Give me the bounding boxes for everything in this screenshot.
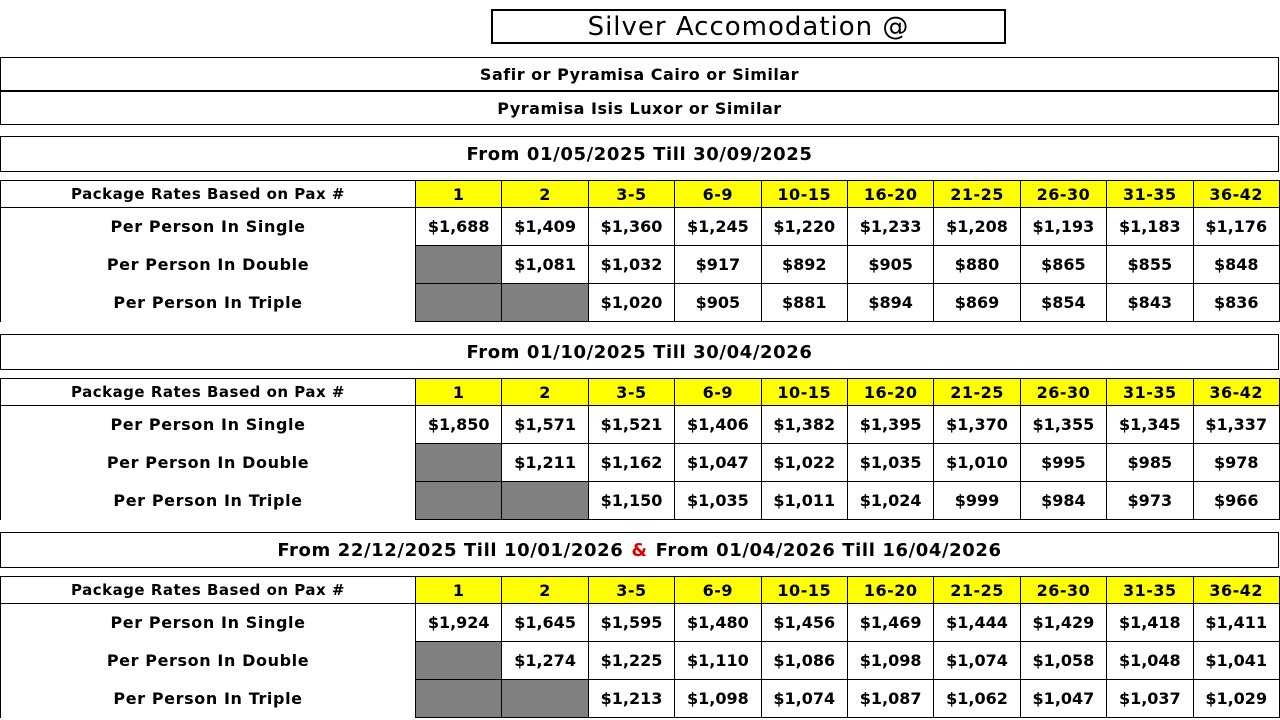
table-header-row xyxy=(1,577,1280,604)
table-header-row xyxy=(1,379,1280,406)
rate-row-triple xyxy=(1,482,1280,520)
rate-row-single xyxy=(1,208,1280,246)
unavailable-cell xyxy=(502,482,588,520)
rate-cell: $1,162 xyxy=(588,444,674,482)
rate-cell: $1,360 xyxy=(588,208,674,246)
rate-cell: $1,409 xyxy=(502,208,588,246)
period-dates: From 01/10/2025 Till 30/04/2026 xyxy=(466,341,813,363)
pax-group-header: 16-20 xyxy=(847,379,933,406)
rate-cell: $1,010 xyxy=(934,444,1020,482)
hotel-cairo: Safir or Pyramisa Cairo or Similar xyxy=(0,57,1279,91)
pax-group-header: 10-15 xyxy=(761,181,847,208)
rate-cell: $905 xyxy=(847,246,933,284)
pax-group-header: 31-35 xyxy=(1107,577,1193,604)
rate-cell: $978 xyxy=(1193,444,1279,482)
rate-cell: $1,444 xyxy=(934,604,1020,642)
rate-cell: $1,406 xyxy=(675,406,761,444)
rate-cell: $1,058 xyxy=(1020,642,1106,680)
page-title: Silver Accomodation @ xyxy=(491,9,1006,44)
unavailable-cell xyxy=(416,642,502,680)
rate-cell: $1,098 xyxy=(847,642,933,680)
period-dates-second: From 01/04/2026 Till 16/04/2026 xyxy=(655,539,1002,561)
pax-group-header: 10-15 xyxy=(761,577,847,604)
rate-cell: $1,087 xyxy=(847,680,933,718)
rate-cell: $1,193 xyxy=(1020,208,1106,246)
rate-cell: $1,245 xyxy=(675,208,761,246)
rate-row-single xyxy=(1,604,1280,642)
rate-cell: $1,086 xyxy=(761,642,847,680)
pax-group-header: 6-9 xyxy=(675,577,761,604)
pax-group-header: 26-30 xyxy=(1020,577,1106,604)
rate-table xyxy=(0,576,1280,718)
pax-group-header: 21-25 xyxy=(934,379,1020,406)
pax-group-header: 6-9 xyxy=(675,379,761,406)
rate-cell: $1,047 xyxy=(1020,680,1106,718)
rate-cell: $1,521 xyxy=(588,406,674,444)
row-label: Per Person In Double xyxy=(1,246,416,284)
rate-row-double xyxy=(1,642,1280,680)
pax-group-header: 26-30 xyxy=(1020,181,1106,208)
rate-cell: $1,035 xyxy=(847,444,933,482)
rate-cell: $1,183 xyxy=(1107,208,1193,246)
rate-cell: $1,024 xyxy=(847,482,933,520)
rate-cell: $1,032 xyxy=(588,246,674,284)
row-label: Per Person In Single xyxy=(1,406,416,444)
period-title xyxy=(0,136,1279,172)
pax-group-header: 21-25 xyxy=(934,181,1020,208)
unavailable-cell xyxy=(416,444,502,482)
rate-cell: $865 xyxy=(1020,246,1106,284)
pax-group-header: 36-42 xyxy=(1193,577,1279,604)
rate-cell: $1,074 xyxy=(934,642,1020,680)
rate-cell: $1,020 xyxy=(588,284,674,322)
pax-group-header: 1 xyxy=(416,577,502,604)
rate-cell: $1,645 xyxy=(502,604,588,642)
rate-cell: $1,047 xyxy=(675,444,761,482)
unavailable-cell xyxy=(502,680,588,718)
rate-cell: $1,924 xyxy=(416,604,502,642)
header-label: Package Rates Based on Pax # xyxy=(1,181,416,208)
rate-cell: $1,411 xyxy=(1193,604,1279,642)
unavailable-cell xyxy=(416,246,502,284)
rate-cell: $1,345 xyxy=(1107,406,1193,444)
rate-cell: $1,370 xyxy=(934,406,1020,444)
rate-cell: $855 xyxy=(1107,246,1193,284)
rate-cell: $1,233 xyxy=(847,208,933,246)
rate-cell: $985 xyxy=(1107,444,1193,482)
header-label: Package Rates Based on Pax # xyxy=(1,577,416,604)
rate-cell: $843 xyxy=(1107,284,1193,322)
period-ampersand: & xyxy=(631,539,648,561)
pax-group-header: 3-5 xyxy=(588,181,674,208)
rate-cell: $1,850 xyxy=(416,406,502,444)
pax-group-header: 16-20 xyxy=(847,577,933,604)
pax-group-header: 6-9 xyxy=(675,181,761,208)
pax-group-header: 3-5 xyxy=(588,577,674,604)
pax-group-header: 1 xyxy=(416,181,502,208)
row-label: Per Person In Triple xyxy=(1,284,416,322)
rate-cell: $1,011 xyxy=(761,482,847,520)
rate-cell: $1,571 xyxy=(502,406,588,444)
rate-table xyxy=(0,378,1280,520)
pax-group-header: 31-35 xyxy=(1107,379,1193,406)
rate-cell: $1,418 xyxy=(1107,604,1193,642)
rate-cell: $1,074 xyxy=(761,680,847,718)
pax-group-header: 31-35 xyxy=(1107,181,1193,208)
rate-cell: $1,029 xyxy=(1193,680,1279,718)
rate-cell: $1,041 xyxy=(1193,642,1279,680)
rate-cell: $848 xyxy=(1193,246,1279,284)
rate-cell: $1,456 xyxy=(761,604,847,642)
rate-cell: $995 xyxy=(1020,444,1106,482)
rate-cell: $1,429 xyxy=(1020,604,1106,642)
rate-cell: $1,081 xyxy=(502,246,588,284)
row-label: Per Person In Single xyxy=(1,604,416,642)
rate-cell: $1,037 xyxy=(1107,680,1193,718)
row-label: Per Person In Double xyxy=(1,642,416,680)
pax-group-header: 21-25 xyxy=(934,577,1020,604)
pax-group-header: 2 xyxy=(502,181,588,208)
pax-group-header: 26-30 xyxy=(1020,379,1106,406)
rate-cell: $905 xyxy=(675,284,761,322)
rate-row-single xyxy=(1,406,1280,444)
rate-row-triple xyxy=(1,284,1280,322)
unavailable-cell xyxy=(416,284,502,322)
rate-cell: $836 xyxy=(1193,284,1279,322)
pax-group-header: 36-42 xyxy=(1193,379,1279,406)
period-dates: From 01/05/2025 Till 30/09/2025 xyxy=(466,143,813,165)
rate-cell: $1,176 xyxy=(1193,208,1279,246)
rate-cell: $869 xyxy=(934,284,1020,322)
row-label: Per Person In Single xyxy=(1,208,416,246)
rate-cell: $917 xyxy=(675,246,761,284)
pax-group-header: 1 xyxy=(416,379,502,406)
rate-cell: $1,395 xyxy=(847,406,933,444)
table-header-row xyxy=(1,181,1280,208)
rate-cell: $881 xyxy=(761,284,847,322)
rate-cell: $880 xyxy=(934,246,1020,284)
rate-cell: $1,022 xyxy=(761,444,847,482)
rate-cell: $1,098 xyxy=(675,680,761,718)
pax-group-header: 3-5 xyxy=(588,379,674,406)
rate-cell: $1,110 xyxy=(675,642,761,680)
rate-cell: $973 xyxy=(1107,482,1193,520)
rate-cell: $892 xyxy=(761,246,847,284)
rate-table xyxy=(0,180,1280,322)
rate-cell: $999 xyxy=(934,482,1020,520)
rate-row-double xyxy=(1,246,1280,284)
pax-group-header: 10-15 xyxy=(761,379,847,406)
unavailable-cell xyxy=(416,482,502,520)
period-dates: From 22/12/2025 Till 10/01/2026 xyxy=(277,539,624,561)
rate-cell: $894 xyxy=(847,284,933,322)
unavailable-cell xyxy=(416,680,502,718)
pax-group-header: 16-20 xyxy=(847,181,933,208)
rate-cell: $1,274 xyxy=(502,642,588,680)
rate-cell: $1,355 xyxy=(1020,406,1106,444)
pax-group-header: 36-42 xyxy=(1193,181,1279,208)
rate-cell: $1,150 xyxy=(588,482,674,520)
pax-group-header: 2 xyxy=(502,379,588,406)
header-label: Package Rates Based on Pax # xyxy=(1,379,416,406)
rate-cell: $1,220 xyxy=(761,208,847,246)
rate-cell: $1,225 xyxy=(588,642,674,680)
rate-cell: $1,337 xyxy=(1193,406,1279,444)
rate-cell: $1,062 xyxy=(934,680,1020,718)
rate-cell: $854 xyxy=(1020,284,1106,322)
rate-cell: $1,469 xyxy=(847,604,933,642)
rate-cell: $1,688 xyxy=(416,208,502,246)
row-label: Per Person In Double xyxy=(1,444,416,482)
rate-cell: $984 xyxy=(1020,482,1106,520)
rate-cell: $1,048 xyxy=(1107,642,1193,680)
rate-cell: $1,213 xyxy=(588,680,674,718)
rate-cell: $1,211 xyxy=(502,444,588,482)
period-title xyxy=(0,334,1279,370)
rate-row-double xyxy=(1,444,1280,482)
rate-cell: $1,480 xyxy=(675,604,761,642)
hotel-luxor: Pyramisa Isis Luxor or Similar xyxy=(0,91,1279,125)
rate-cell: $1,208 xyxy=(934,208,1020,246)
unavailable-cell xyxy=(502,284,588,322)
row-label: Per Person In Triple xyxy=(1,482,416,520)
period-title xyxy=(0,532,1279,568)
rate-cell: $1,035 xyxy=(675,482,761,520)
row-label: Per Person In Triple xyxy=(1,680,416,718)
rate-cell: $1,595 xyxy=(588,604,674,642)
rate-cell: $966 xyxy=(1193,482,1279,520)
pax-group-header: 2 xyxy=(502,577,588,604)
rate-row-triple xyxy=(1,680,1280,718)
rate-cell: $1,382 xyxy=(761,406,847,444)
